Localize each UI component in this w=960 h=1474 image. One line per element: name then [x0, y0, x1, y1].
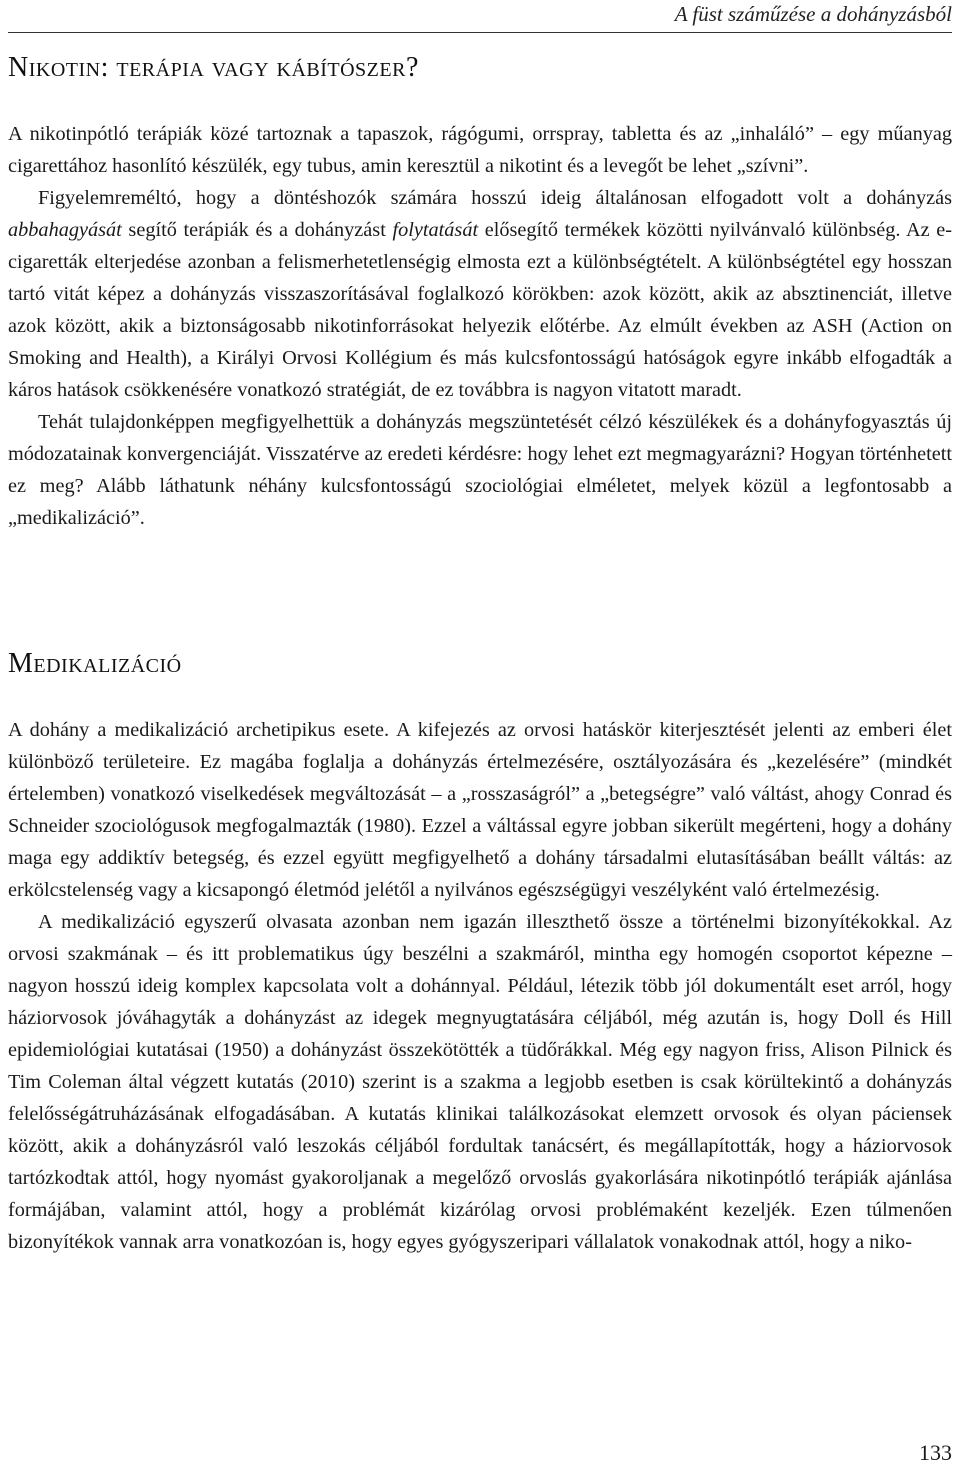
section-body-medikalizacio: [8, 714, 952, 1258]
paragraph-text: A dohány a medikalizáció archetipikus esete. A kifejezés az orvosi hatáskör kiterjesztését jelenti az emberi élet különböző területeire. Ez magába foglalja a dohányzás értelmezésére, osztályozására és „kezelésére” (mindkét értelemben) vonatkozó viselkedések megváltozását – a „rosszaságról” a „betegségre” való váltást, ahogy Conrad és Schneider szociológusok megfogalmazták (1980). Ezzel a váltással egyre jobban sikerült megérteni, hogy a dohány maga egy addiktív betegség, és ezzel együtt megfigyelhető a dohány társadalmi elutasításában beállt váltás: az erkölcstelenség vagy a kicsapongó életmód jelétől a nyilvános egészségügyi veszélyként való értelmezésig.: [8, 719, 952, 901]
page-number: 133: [919, 1440, 952, 1465]
paragraph-2: [8, 906, 952, 1258]
section-title-medikalizacio: Medikalizáció: [8, 648, 182, 679]
paragraph-text: A medikalizáció egyszerű olvasata azonban nem igazán illeszthető össze a történelmi bizonyítékokkal. Az orvosi szakmának – és itt problematikus úgy beszélni a szakmáról, mintha egy homogén csoportot képezne – nagyon hosszú ideig komplex kapcsolata volt a dohánnyal. Például, létezik több jól dokumentált eset arról, hogy háziorvosok jóváhagyták a dohányzást az idegek megnyugtatására céljából, még azután is, hogy Doll és Hill epidemiológiai kutatásai (1950) a dohányzást összekötötték a tüdőrákkal. Még egy nagyon friss, Alison Pilnick és Tim Coleman által végzett kutatás (2010) szerint is a szakma a legjobb esetben is csak körültekintő a dohányzás felelősségátruházásának elfogadásában. A kutatás klinikai találkozásokat elemzett orvosok és olyan páciensek között, akik a dohányzásról való leszokás céljából fordultak tanácsért, és megállapították, hogy a háziorvosok tartózkodtak attól, hogy nyomást gyakoroljanak a megelőző orvoslás gyakorlására nikotinpótló terápiák ajánlása formájában, valamint attól, hogy a problémát kizárólag orvosi problémaként kezeljék. Ezen túlmenően bizonyítékok vannak arra vonatkozóan is, hogy egyes gyógyszeripari vállalatok vonakodnak attól, hogy a niko-: [8, 911, 952, 1253]
paragraph-1: [8, 714, 952, 906]
emphasis-text: abbahagyását: [8, 219, 122, 241]
emphasis-text: folytatását: [392, 219, 479, 241]
section-title-nikotin: Nikotin: terápia vagy kábítószer?: [8, 52, 419, 83]
paragraph-3: [8, 406, 952, 534]
paragraph-1: [8, 118, 952, 182]
paragraph-text: elősegítő termékek közötti nyilvánvaló különbség. Az e-cigaretták elterjedése azonban a felismerhetetlenségig elmosta ezt a különbségtételt. A különbségtétel egy hosszan tartó vitát képez a dohányzás visszaszorításával foglalkozó körökben: azok között, akik az absztinenciát, illetve azok között, akik a biztonságosabb nikotinforrásokat helyezik előtérbe. Az elmúlt években az ASH (Action on Smoking and Health), a Királyi Orvosi Kollégium és más kulcsfontosságú hatóságok egyre inkább elfogadták a káros hatások csökkenésére vonatkozó stratégiát, de ez továbbra is nagyon vitatott maradt.: [8, 219, 952, 401]
paragraph-text: Figyelemreméltó, hogy a döntéshozók számára hosszú ideig általánosan elfogadott volt a dohányzás: [38, 187, 952, 209]
paragraph-2: [8, 182, 952, 406]
paragraph-text: Tehát tulajdonképpen megfigyelhettük a dohányzás megszüntetését célzó készülékek és a dohányfogyasztás új módozatainak konvergenciáját. Visszatérve az eredeti kérdésre: hogy lehet ezt megmagyarázni? Hogyan történhetett ez meg? Alább láthatunk néhány kulcsfontosságú szociológiai elméletet, melyek közül a legfontosabb a „medikalizáció”.: [8, 411, 952, 529]
section-body-nikotin: [8, 118, 952, 534]
header-rule: [8, 32, 952, 33]
running-header: A füst száműzése a dohányzásból: [674, 2, 952, 26]
paragraph-text: A nikotinpótló terápiák közé tartoznak a tapaszok, rágógumi, orrspray, tabletta és az „inhaláló” – egy műanyag cigarettához hasonlító készülék, egy tubus, amin keresztül a nikotint és a levegőt be lehet „szívni”.: [8, 123, 952, 177]
paragraph-text: segítő terápiák és a dohányzást: [121, 219, 393, 241]
